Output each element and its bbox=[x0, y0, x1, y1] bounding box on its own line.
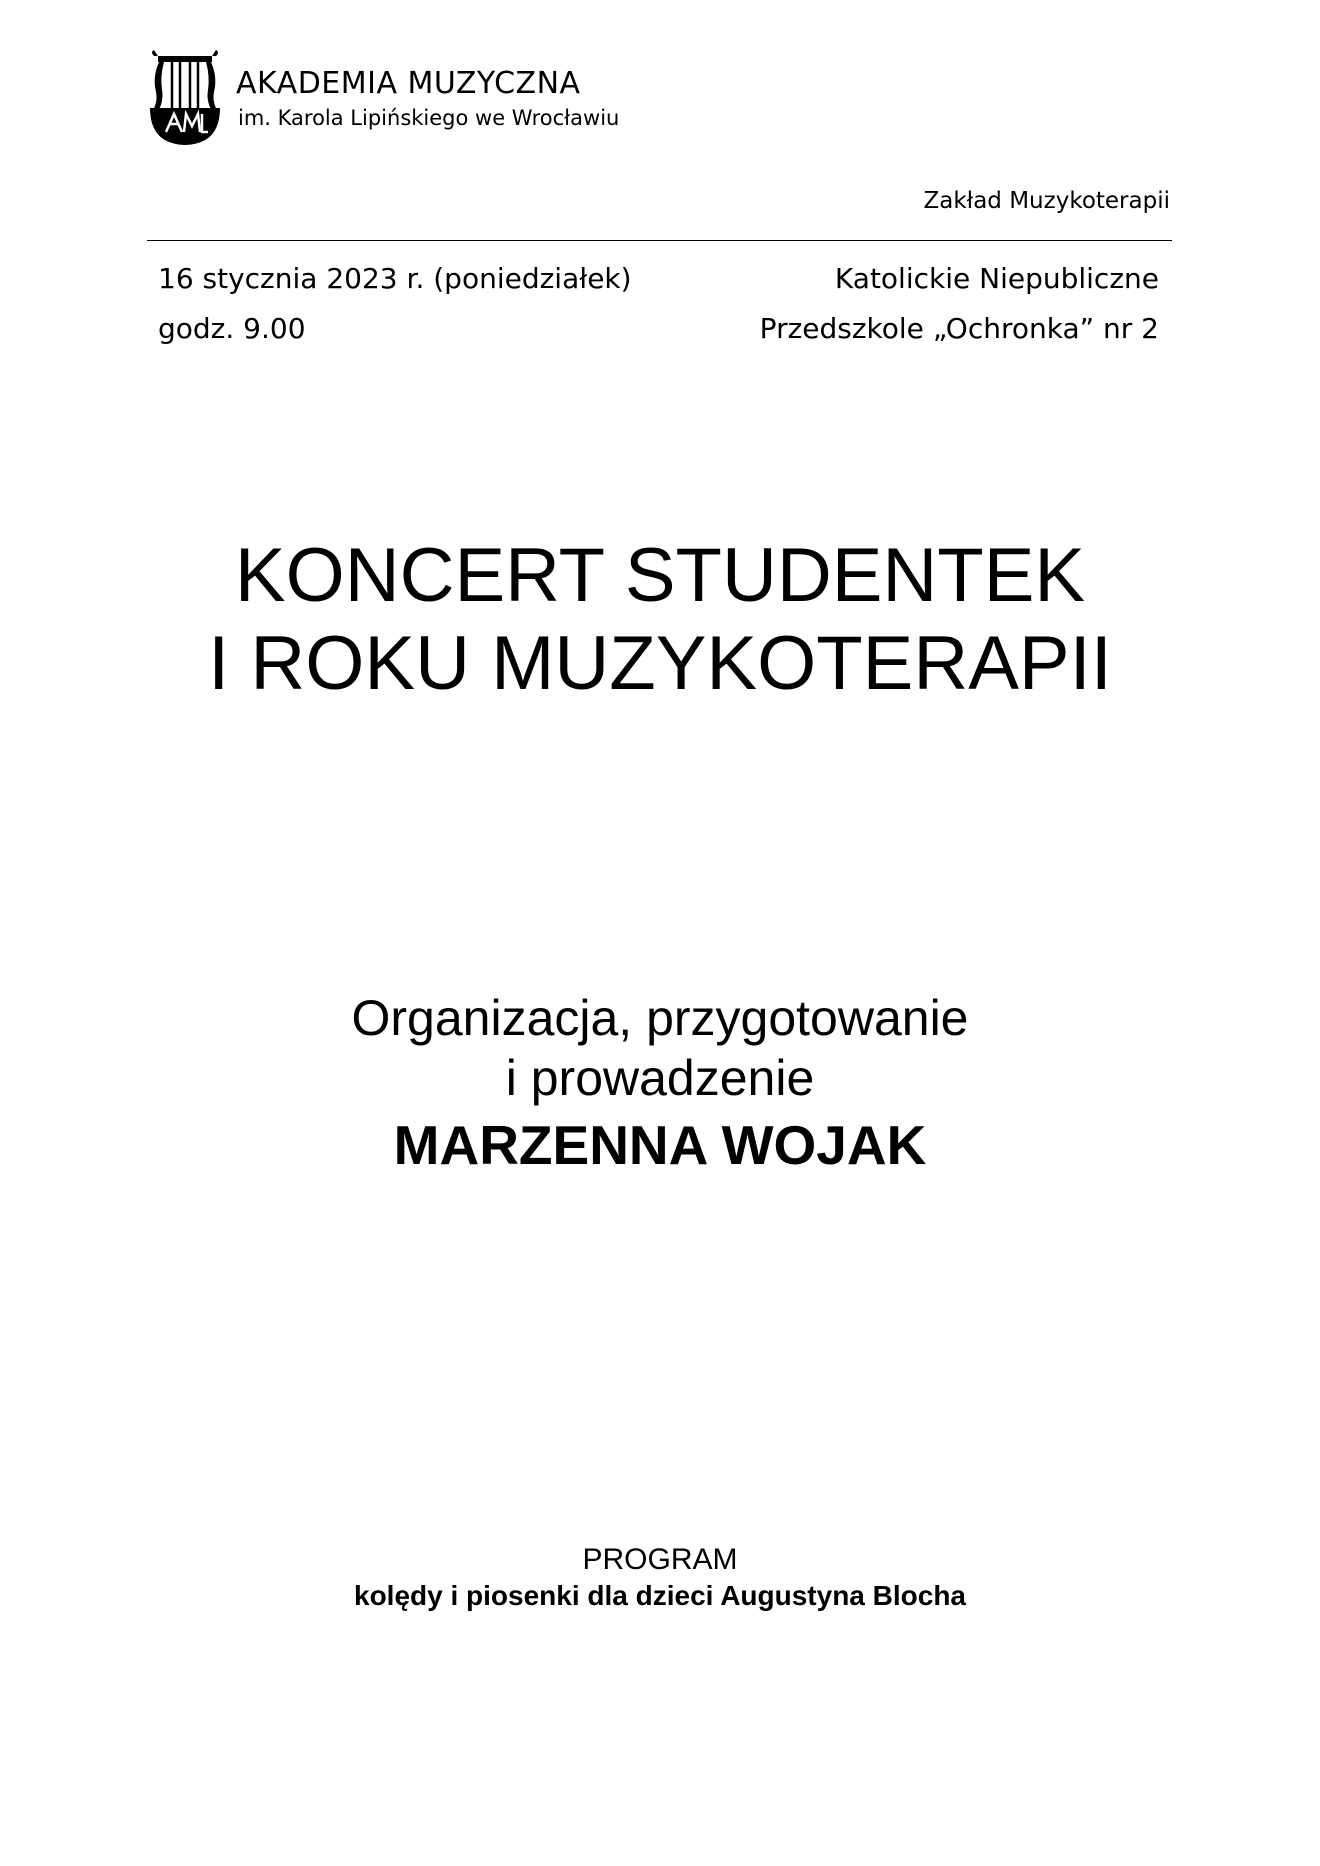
organization-line2: i prowadzenie bbox=[505, 1050, 815, 1106]
program-block bbox=[0, 1542, 1320, 1614]
lyre-icon bbox=[148, 50, 222, 146]
program-description: kolędy i piosenki dla dzieci Augustyna Blocha bbox=[354, 1580, 966, 1611]
event-date: 16 stycznia 2023 r. (poniedziałek) bbox=[158, 262, 632, 295]
organization-block bbox=[0, 988, 1320, 1180]
organization-line1: Organizacja, przygotowanie bbox=[351, 990, 969, 1046]
department-name: Zakład Muzykoterapii bbox=[923, 188, 1170, 214]
institution-subtitle: im. Karola Lipińskiego we Wrocławiu bbox=[238, 106, 620, 130]
institution-name: AKADEMIA MUZYCZNA bbox=[236, 66, 581, 101]
concert-title bbox=[0, 532, 1320, 708]
event-venue-line2: Przedszkole „Ochronka” nr 2 bbox=[759, 312, 1159, 345]
concert-title-line2: I ROKU MUZYKOTERAPII bbox=[208, 621, 1112, 706]
organizer-name: MARZENNA WOJAK bbox=[393, 1114, 927, 1176]
event-venue-line1: Katolickie Niepubliczne bbox=[834, 262, 1159, 295]
event-time: godz. 9.00 bbox=[158, 312, 306, 345]
program-heading: PROGRAM bbox=[582, 1543, 738, 1576]
header-divider bbox=[147, 240, 1172, 241]
concert-title-line1: KONCERT STUDENTEK bbox=[234, 533, 1086, 618]
